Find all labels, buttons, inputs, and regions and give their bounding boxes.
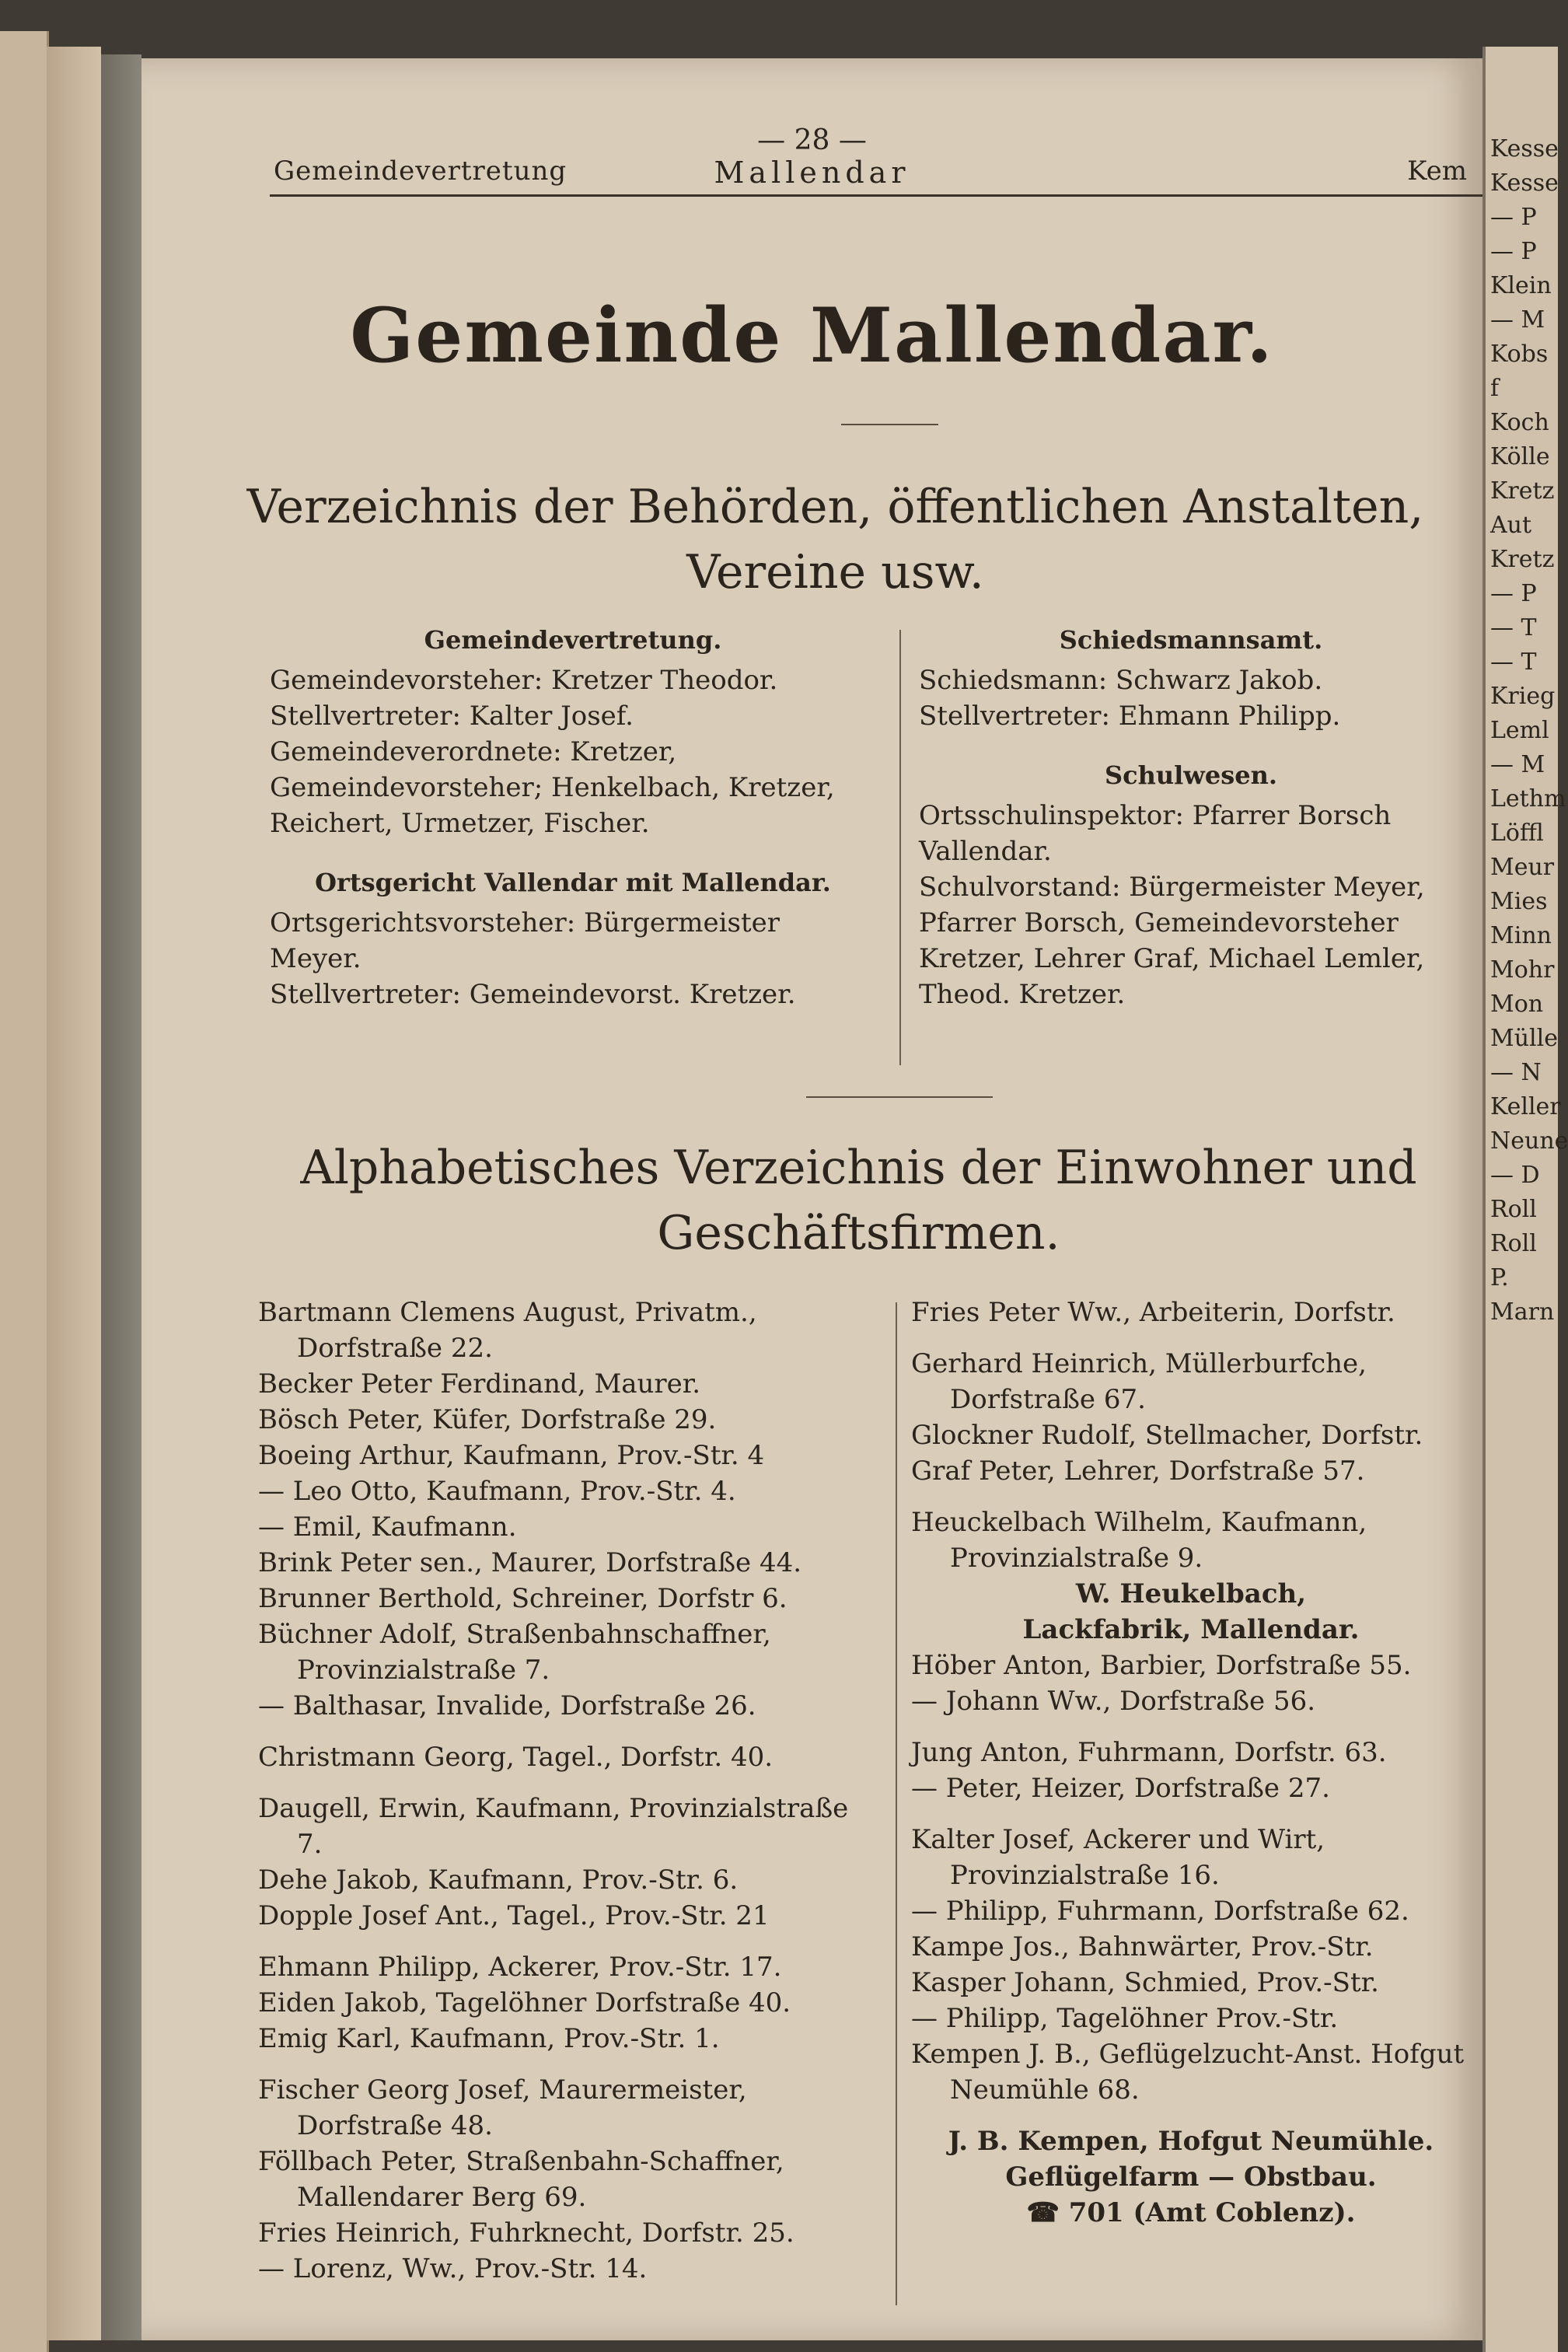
- entry-line: Ortsschulinspektor: Pfarrer Borsch Vallendar.: [919, 800, 1392, 867]
- advertisement-line: J. B. Kempen, Hofgut Neumühle.: [948, 2126, 1434, 2157]
- entry-line: Gemeindevorsteher: Kretzer Theodor.: [270, 665, 778, 696]
- directory-entry: Christmann Georg, Tagel., Dorfstr. 40.: [258, 1742, 774, 1773]
- directory-entry: Bartmann Clemens August, Privatm., Dorfstraße 22.: [258, 1297, 757, 1364]
- directory-entry: — Philipp, Tagelöhner Prov.-Str.: [911, 2003, 1339, 2034]
- fragment-line: Kesse: [1490, 169, 1559, 197]
- authorities-left-column: [270, 622, 876, 1012]
- book-binding: [101, 54, 141, 2340]
- fragment-line: — D: [1490, 1162, 1540, 1189]
- fragment-line: Aut: [1490, 512, 1532, 539]
- section-heading: Gemeindevertretung.: [424, 625, 722, 655]
- directory-entry: Föllbach Peter, Straßenbahn-Schaffner, Mallendarer Berg 69.: [258, 2146, 784, 2213]
- directory-entry: — Emil, Kaufmann.: [258, 1512, 517, 1543]
- entry-line: Stellvertreter: Ehmann Philipp.: [919, 701, 1341, 732]
- fragment-line: — P: [1490, 238, 1537, 265]
- directory-entry: Höber Anton, Barbier, Dorfstraße 55.: [911, 1650, 1412, 1681]
- fragment-line: Kölle: [1490, 443, 1550, 470]
- fragment-line: Kretz: [1490, 546, 1555, 573]
- directory-entry: Heuckelbach Wilhelm, Kaufmann, Provinzialstraße 9.: [911, 1507, 1367, 1574]
- directory-entry: — Leo Otto, Kaufmann, Prov.-Str. 4.: [258, 1476, 736, 1507]
- directory-entry: — Philipp, Fuhrmann, Dorfstraße 62.: [911, 1896, 1409, 1927]
- directory-entry: Glockner Rudolf, Stellmacher, Dorfstr.: [911, 1420, 1423, 1451]
- fragment-line: Marn: [1490, 1298, 1555, 1326]
- directory-entry: Boeing Arthur, Kaufmann, Prov.-Str. 4: [258, 1440, 765, 1471]
- fragment-line: Minn: [1490, 922, 1552, 949]
- directory-entry: — Balthasar, Invalide, Dorfstraße 26.: [258, 1690, 756, 1721]
- fragment-line: Kesse: [1490, 135, 1559, 163]
- fragment-line: Meur: [1490, 854, 1555, 881]
- directory-entry: Fries Heinrich, Fuhrknecht, Dorfstr. 25.: [258, 2217, 794, 2249]
- page-stack-edge: [47, 47, 101, 2340]
- fragment-line: Löffl: [1490, 820, 1544, 847]
- directory-title: Alphabetisches Verzeichnis der Einwohner und Geschäftsfirmen.: [300, 1141, 1417, 1260]
- directory-entry: Emig Karl, Kaufmann, Prov.-Str. 1.: [258, 2023, 720, 2054]
- directory-entry: Büchner Adolf, Straßenbahnschaffner, Provinzialstraße 7.: [258, 1619, 771, 1686]
- section-heading: Schiedsmannsamt.: [1059, 625, 1323, 655]
- directory-entry: Jung Anton, Fuhrmann, Dorfstr. 63.: [911, 1737, 1387, 1768]
- directory-entry: Dehe Jakob, Kaufmann, Prov.-Str. 6.: [258, 1864, 739, 1896]
- running-head-right: Kem: [1407, 156, 1467, 187]
- fragment-line: Leml: [1490, 717, 1549, 744]
- directory-left-column: [258, 1295, 880, 2287]
- entry-line: Stellvertreter: Kalter Josef.: [270, 701, 634, 732]
- directory-entry: Brunner Berthold, Schreiner, Dorfstr 6.: [258, 1583, 787, 1614]
- directory-entry: Kasper Johann, Schmied, Prov.-Str.: [911, 1967, 1379, 1998]
- directory-entry: — Johann Ww., Dorfstraße 56.: [911, 1686, 1316, 1717]
- page-number: — 28 —: [757, 124, 867, 156]
- running-head-left: Gemeindevertretung: [274, 156, 567, 187]
- fragment-line: Lethm: [1490, 785, 1566, 813]
- fragment-line: Roll: [1490, 1196, 1537, 1223]
- advertisement-line: Geflügelfarm — Obstbau.: [1005, 2162, 1377, 2193]
- title-divider: [841, 424, 938, 425]
- header-rule: [270, 194, 1482, 197]
- fragment-line: Mon: [1490, 991, 1544, 1018]
- page-title: Gemeinde Mallendar.: [350, 292, 1274, 379]
- fragment-line: Keller: [1490, 1093, 1561, 1120]
- directory-entry: Fischer Georg Josef, Maurermeister, Dorfstraße 48.: [258, 2074, 747, 2141]
- fragment-line: Koch: [1490, 409, 1549, 436]
- directory-entry: — Lorenz, Ww., Prov.-Str. 14.: [258, 2253, 648, 2284]
- directory-right-column: [911, 1295, 1471, 2231]
- directory-entry: Ehmann Philipp, Ackerer, Prov.-Str. 17.: [258, 1952, 782, 1983]
- section-heading: Schulwesen.: [1105, 760, 1277, 790]
- running-head-center: Mallendar: [714, 156, 910, 190]
- fragment-line: — P: [1490, 580, 1537, 607]
- fragment-line: Klein: [1490, 272, 1552, 299]
- entry-line: Stellvertreter: Gemeindevorst. Kretzer.: [270, 979, 796, 1010]
- section-subtitle: Verzeichnis der Behörden, öffentlichen Anstalten, Vereine usw.: [246, 480, 1424, 599]
- column-divider: [899, 630, 901, 1065]
- directory-entry: Kalter Josef, Ackerer und Wirt, Provinzialstraße 16.: [911, 1824, 1325, 1891]
- directory-entry: Kampe Jos., Bahnwärter, Prov.-Str.: [911, 1931, 1374, 1962]
- fragment-line: — N: [1490, 1059, 1542, 1086]
- fragment-line: — T: [1490, 614, 1537, 641]
- fragment-line: Roll: [1490, 1230, 1537, 1257]
- fragment-line: — P: [1490, 204, 1537, 231]
- directory-entry: Graf Peter, Lehrer, Dorfstraße 57.: [911, 1456, 1365, 1487]
- adjacent-page-fragment: [1482, 47, 1568, 2352]
- directory-divider: [806, 1096, 993, 1098]
- fragment-line: Mülle: [1490, 1025, 1558, 1052]
- fragment-line: — M: [1490, 306, 1545, 334]
- fragment-line: Kobs: [1490, 341, 1549, 368]
- fragment-line: — T: [1490, 648, 1537, 676]
- adjacent-page-edge: [0, 31, 49, 2352]
- entry-line: Ortsgerichtsvorsteher: Bürgermeister Meyer.: [270, 907, 780, 974]
- entry-line: Schulvorstand: Bürgermeister Meyer, Pfarrer Borsch, Gemeindevorsteher Kretzer, Lehrer Graf, Michael Lemler, Theod. Kretzer.: [919, 872, 1425, 1010]
- fragment-line: Kretz: [1490, 477, 1555, 505]
- section-heading: Ortsgericht Vallendar mit Mallendar.: [315, 868, 831, 897]
- fragment-line: P.: [1490, 1264, 1509, 1291]
- directory-entry: Kempen J. B., Geflügelzucht-Anst. Hofgut Neumühle 68.: [911, 2039, 1465, 2106]
- fragment-line: Mohr: [1490, 956, 1555, 984]
- fragment-line: Mies: [1490, 888, 1548, 915]
- entry-line: Gemeindeverordnete: Kretzer, Gemeindevorsteher; Henkelbach, Kretzer, Reichert, Urmetzer, Fischer.: [270, 736, 835, 839]
- directory-entry: Fries Peter Ww., Arbeiterin, Dorfstr.: [911, 1297, 1395, 1328]
- fragment-line: Krieg: [1490, 683, 1556, 710]
- directory-entry: Bösch Peter, Küfer, Dorfstraße 29.: [258, 1404, 717, 1435]
- directory-entry: Daugell, Erwin, Kaufmann, Provinzialstraße 7.: [258, 1793, 849, 1860]
- advertisement-line: ☎ 701 (Amt Coblenz).: [1026, 2197, 1356, 2228]
- column-divider: [896, 1302, 897, 2305]
- entry-line: Schiedsmann: Schwarz Jakob.: [919, 665, 1323, 696]
- directory-entry: — Peter, Heizer, Dorfstraße 27.: [911, 1773, 1330, 1804]
- fragment-line: Neune: [1490, 1127, 1568, 1155]
- document-page: [141, 58, 1482, 2340]
- directory-entry: Eiden Jakob, Tagelöhner Dorfstraße 40.: [258, 1987, 791, 2018]
- fragment-line: — M: [1490, 751, 1545, 778]
- directory-entry: Becker Peter Ferdinand, Maurer.: [258, 1368, 701, 1400]
- directory-entry: Gerhard Heinrich, Müllerburfche, Dorfstraße 67.: [911, 1348, 1367, 1415]
- fragment-line: f: [1490, 375, 1500, 402]
- advertisement-line: W. Heukelbach,: [1075, 1578, 1307, 1609]
- advertisement-line: Lackfabrik, Mallendar.: [1022, 1614, 1360, 1645]
- authorities-right-column: [919, 622, 1463, 1012]
- directory-entry: Dopple Josef Ant., Tagel., Prov.-Str. 21: [258, 1900, 770, 1931]
- directory-entry: Brink Peter sen., Maurer, Dorfstraße 44.: [258, 1547, 802, 1578]
